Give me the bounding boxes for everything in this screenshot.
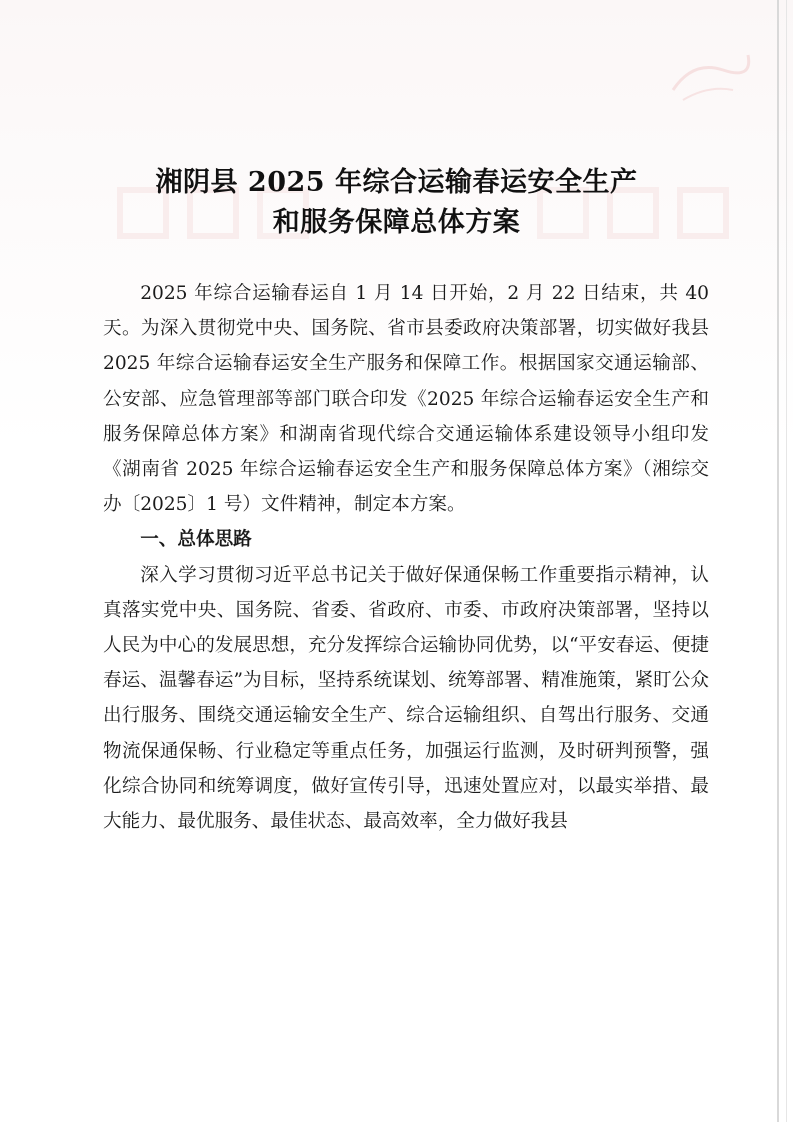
document-title-line-1: 湘阴县 2025 年综合运输春运安全生产 (155, 167, 638, 198)
faint-stamp-mark (663, 40, 753, 110)
section-heading: 一、总体思路 (140, 529, 252, 551)
document-body (103, 276, 709, 839)
section-paragraph: 深入学习贯彻习近平总书记关于做好保通保畅工作重要指示精神，认真落实党中央、国务院、省委、省政府、市委、市政府决策部署，坚持以人民为中心的发展思想，充分发挥综合运输协同优势，以“平安春运、便捷春运、温馨春运”为目标，坚持系统谋划、统筹部署、精准施策，紧盯公众出行服务、围绕交通运输安全生产、综合运输组织、自驾出行服务、交通物流保通保畅、行业稳定等重点任务，加强运行监测，及时研判预警，强化综合协同和统筹调度，做好宣传引导，迅速处置应对，以最实举措、最大能力、最优服务、最佳状态、最高效率，全力做好我县 (103, 564, 709, 833)
document-title-line-2: 和服务保障总体方案 (272, 207, 521, 238)
intro-paragraph: 2025 年综合运输春运自 1 月 14 日开始，2 月 22 日结束，共 40 天。为深入贯彻党中央、国务院、省市县委政府决策部署，切实做好我县 2025 年综合运输春运安全生产服务和保障工作。根据国家交通运输部、公安部、应急管理部等部门联合印发《2025 年综合运输春运安全生产和服务保障总体方案》和湖南省现代综合交通运输体系建设领导小组印发《湖南省 2025 年综合运输春运安全生产和服务保障总体方案》（湘综交办〔2025〕1 号）文件精神，制定本方案。 (103, 283, 709, 516)
